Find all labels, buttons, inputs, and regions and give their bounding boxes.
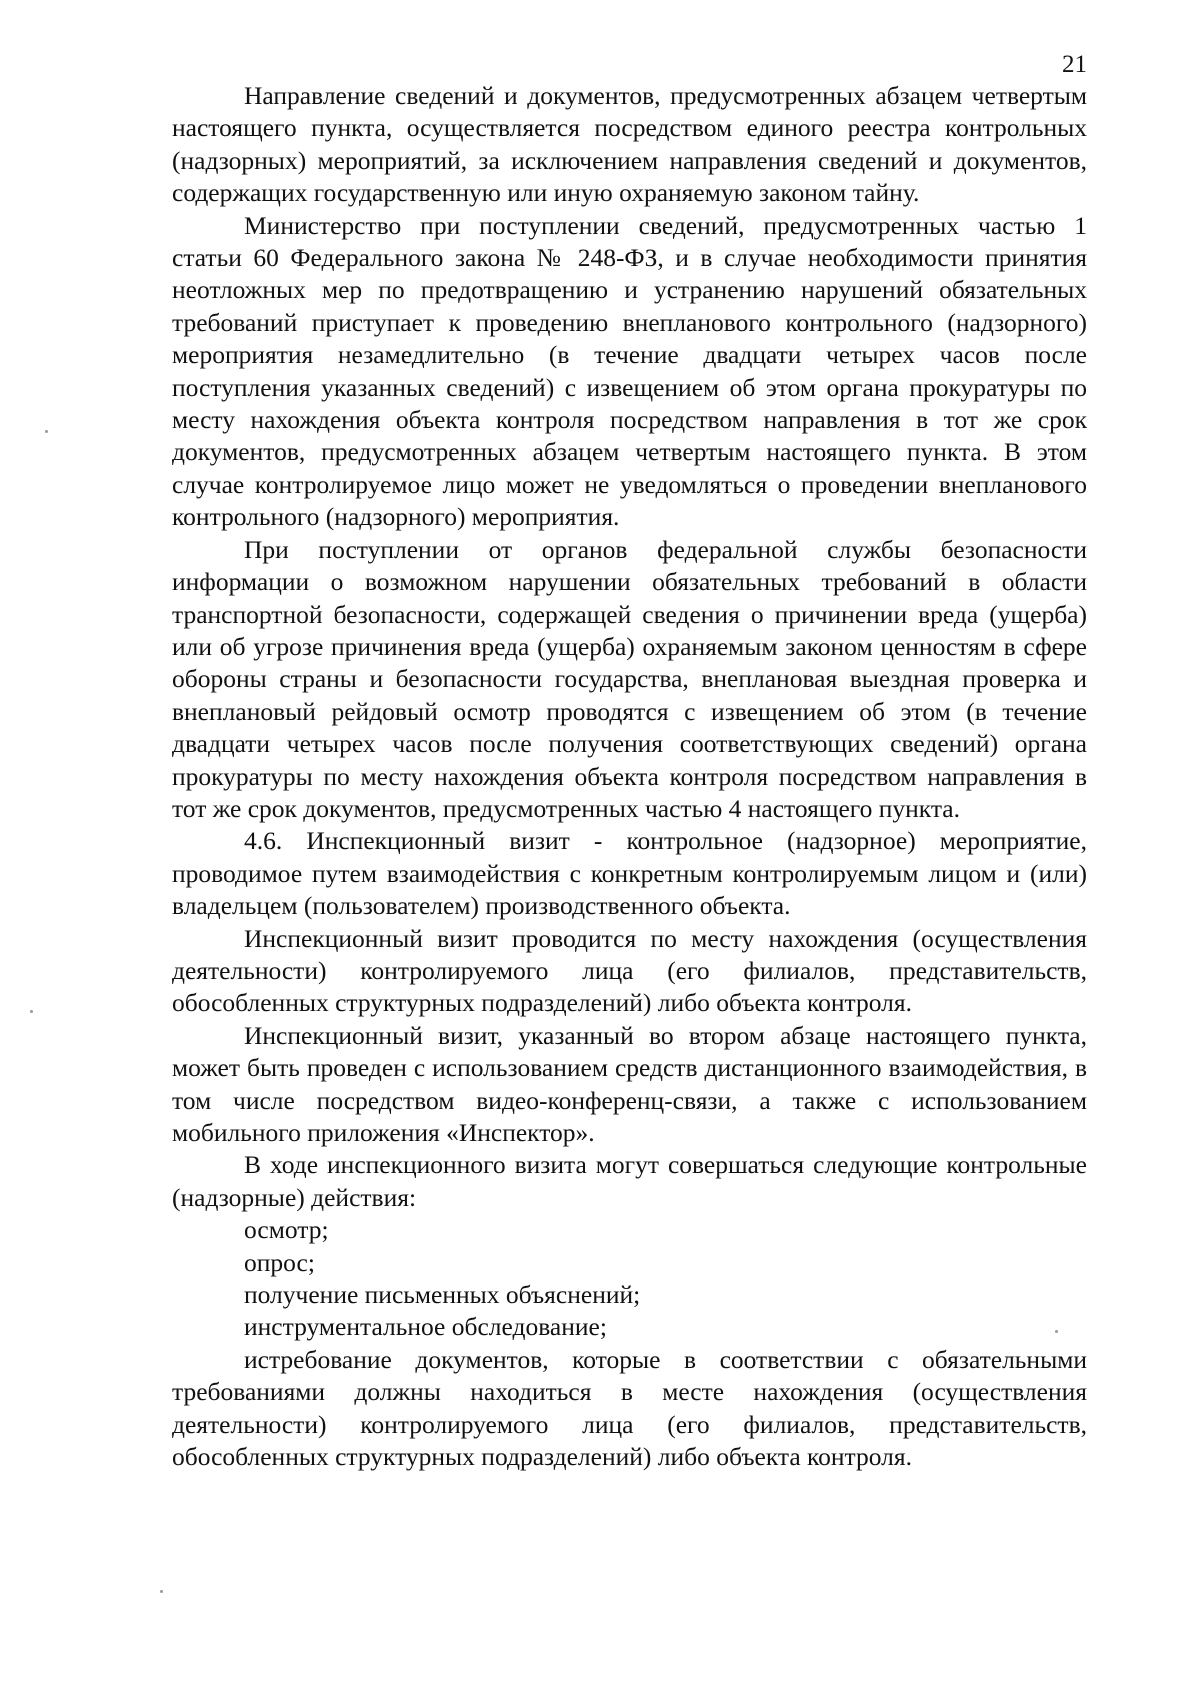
scan-speck [160,1590,163,1593]
document-body [172,80,1087,1473]
paragraph-inspection-visit-definition: 4.6. Инспекционный визит - контрольное (надзорное) мероприятие, проводимое путем взаимодействия с конкретным контролируемым лицом и (или) владельцем (пользователем) производственного объекта. [172,826,1087,921]
page-number: 21 [1062,51,1087,78]
paragraph-registry-sending: Направление сведений и документов, предусмотренных абзацем четвертым настоящего пункта, осуществляется посредством единого реестра контрольных (надзорных) мероприятий, за исключением направления сведений и документов, содержащих государственную или иную охраняемую законом тайну. [172,81,1087,208]
scan-speck [1055,1330,1058,1333]
list-item: получение письменных объяснений; [244,1280,641,1310]
list-item: инструментальное обследование; [244,1312,607,1342]
paragraph-fsb-information: При поступлении от органов федеральной службы безопасности информации о возможном нарушении обязательных требований в области транспортной безопасности, содержащей сведения о причинении вреда (ущерба) или об угрозе причинения вреда (ущерба) охраняемым законом ценностям в сфере обороны страны и безопасности государства, внеплановая выездная проверка и внеплановый рейдовый осмотр проводятся с извещением об этом (в течение двадцати четырех часов после получения соответствующих сведений) органа прокуратуры по месту нахождения объекта контроля посредством направления в тот же срок документов, предусмотренных частью 4 настоящего пункта. [172,534,1087,823]
paragraph-ministry-unscheduled: Министерство при поступлении сведений, предусмотренных частью 1 статьи 60 Федерального закона № 248-ФЗ, и в случае необходимости принятия неотложных мер по предотвращению и устранению нарушений обязательных требований приступает к проведению внепланового контрольного (надзорного) мероприятия незамедлительно (в течение двадцати четырех часов после поступления указанных сведений) с извещением об этом органа прокуратуры по месту нахождения объекта контроля посредством направления в тот же срок документов, предусмотренных абзацем четвертым настоящего пункта. В этом случае контролируемое лицо может не уведомляться о проведении внепланового контрольного (надзорного) мероприятия. [172,210,1087,532]
scan-speck [30,1010,33,1013]
paragraph-inspection-visit-location: Инспекционный визит проводится по месту нахождения (осуществления деятельности) контролируемого лица (его филиалов, представительств, обособленных структурных подразделений) либо объекта контроля. [172,923,1087,1018]
paragraph-inspection-visit-remote: Инспекционный визит, указанный во втором абзаце настоящего пункта, может быть проведен с использованием средств дистанционного взаимодействия, в том числе посредством видео-конференц-связи, а также с использованием мобильного приложения «Инспектор». [172,1020,1087,1147]
paragraph-document-request: истребование документов, которые в соответствии с обязательными требованиями должны находиться в месте нахождения (осуществления деятельности) контролируемого лица (его филиалов, представительств, обособленных структурных подразделений) либо объекта контроля. [172,1344,1087,1472]
scan-speck [45,430,48,433]
list-item: опрос; [244,1247,315,1277]
paragraph-control-actions-intro: В ходе инспекционного визита могут совершаться следующие контрольные (надзорные) действия: [172,1150,1087,1212]
list-item: осмотр; [244,1215,329,1245]
